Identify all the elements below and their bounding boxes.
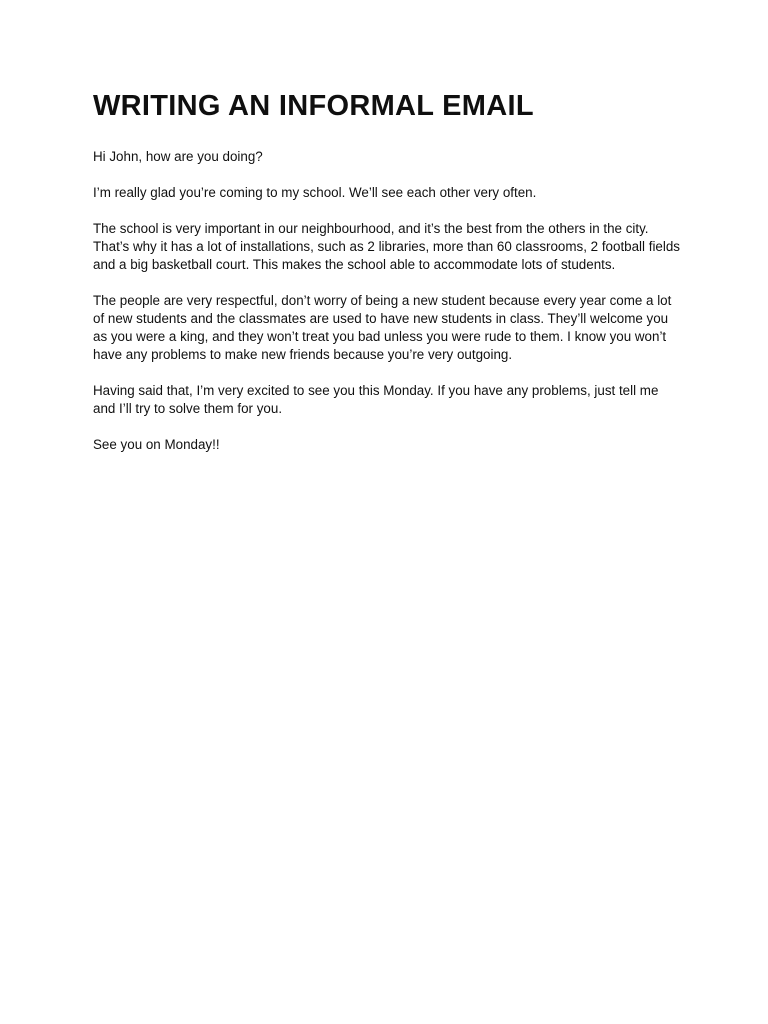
document-page [93,86,683,472]
closing-paragraph: Having said that, I’m very excited to see you this Monday. If you have any problems, just tell me and I’ll try to solve them for you. [93,383,663,416]
sign-off: See you on Monday!! [93,437,220,452]
intro-paragraph: I’m really glad you’re coming to my school. We’ll see each other very often. [93,185,537,200]
school-paragraph: The school is very important in our neighbourhood, and it’s the best from the others in the city. That’s why it has a lot of installations, such as 2 libraries, more than 60 classrooms, 2 football fields and a big basketball court. This makes the school able to accommodate lots of students. [93,221,684,272]
people-paragraph: The people are very respectful, don’t worry of being a new student because every year come a lot of new students and the classmates are used to have new students in class. They’ll welcome you as you were a king, and they won’t treat you bad unless you were rude to them. I know you won’t have any problems to make new friends because you’re very outgoing. [93,293,676,362]
document-title: WRITING AN INFORMAL EMAIL [93,90,534,122]
email-body [93,148,683,454]
greeting-paragraph: Hi John, how are you doing? [93,149,263,164]
